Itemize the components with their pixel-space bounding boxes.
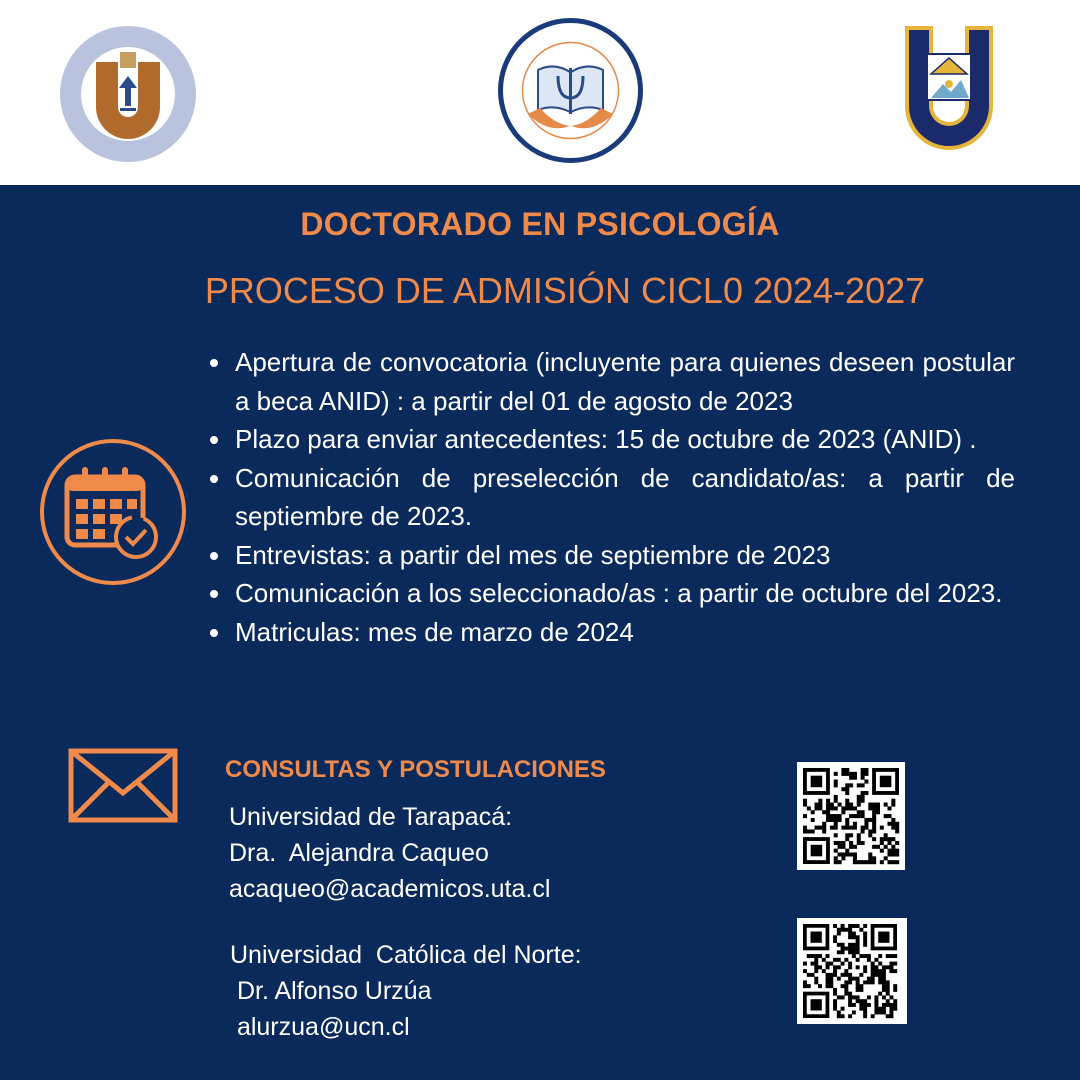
bullet-icon: [210, 629, 218, 637]
contact-email[interactable]: acaqueo@academicos.uta.cl: [229, 875, 551, 903]
bullet-icon: [210, 475, 218, 483]
list-item: Plazo para enviar antecedentes: 15 de octubre de 2023 (ANID) .: [205, 420, 1015, 459]
contact-ucn: [230, 937, 582, 1045]
list-item: Comunicación de preselección de candidato/as: a partir de septiembre de 2023.: [205, 459, 1015, 536]
ucn-logo: [58, 24, 198, 164]
page-subtitle: PROCESO DE ADMISIÓN CICL0 2024-2027: [204, 270, 926, 311]
bullet-icon: [210, 590, 218, 598]
bullet-icon: [210, 552, 218, 560]
contact-heading: CONSULTAS Y POSTULACIONES: [225, 756, 606, 783]
logo-band: [0, 0, 1080, 185]
contact-person: Dra. Alejandra Caqueo: [229, 839, 489, 867]
doctorado-logo: [498, 18, 643, 163]
list-item: Comunicación a los seleccionado/as : a partir de octubre del 2023.: [205, 574, 1015, 613]
admission-schedule: [205, 343, 1015, 651]
qr-code-uta[interactable]: [797, 762, 905, 870]
uta-logo: [903, 24, 995, 162]
contact-uta: [229, 799, 550, 907]
university-name: Universidad de Tarapacá:: [229, 803, 513, 831]
page-title: DOCTORADO EN PSICOLOGÍA: [300, 206, 780, 242]
contact-email[interactable]: alurzua@ucn.cl: [230, 1013, 410, 1041]
bullet-icon: [210, 436, 218, 444]
list-item: Apertura de convocatoria (incluyente para quienes deseen postular a beca ANID) : a partir del 01 de agosto de 2023: [205, 343, 1015, 420]
qr-code-ucn[interactable]: [797, 918, 907, 1024]
bullet-icon: [210, 359, 218, 367]
list-item: Entrevistas: a partir del mes de septiembre de 2023: [205, 536, 1015, 575]
contact-person: Dr. Alfonso Urzúa: [230, 977, 432, 1005]
calendar-clock-icon: [38, 437, 188, 587]
envelope-icon: [68, 748, 178, 823]
list-item: Matriculas: mes de marzo de 2024: [205, 613, 1015, 652]
university-name: Universidad Católica del Norte:: [230, 941, 582, 969]
